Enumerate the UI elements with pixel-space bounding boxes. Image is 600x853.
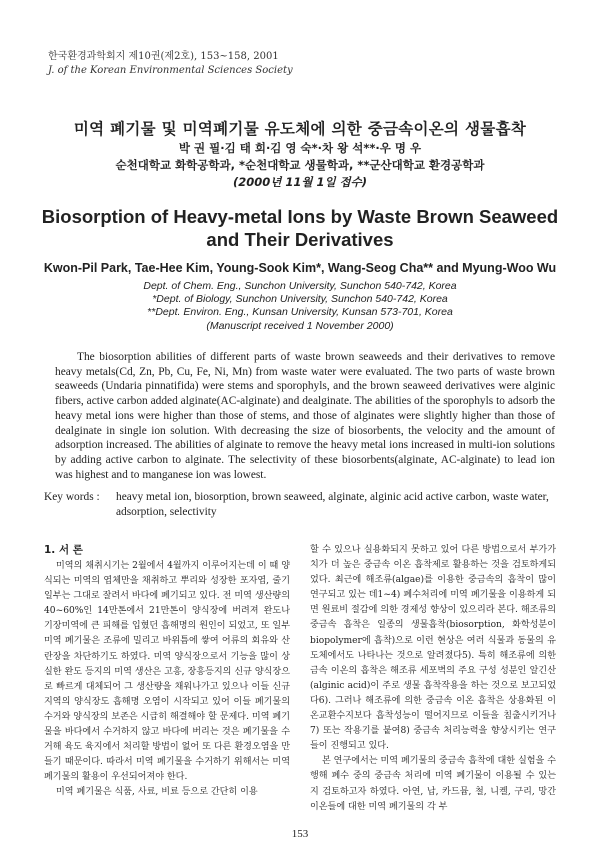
journal-korean: 한국환경과학회지 제10권(제2호), 153~158, 2001 — [48, 51, 279, 62]
abstract — [55, 350, 555, 482]
english-title: Biosorption of Heavy-metal Ions by Waste Brown Seaweed and Their Derivatives — [41, 206, 559, 250]
section-heading: 1. 서 론 — [44, 544, 83, 556]
keywords-label: Key words : — [44, 491, 100, 503]
paragraph: 미역 폐기물은 식품, 사료, 비료 등으로 간단히 이용 — [56, 787, 258, 798]
english-affiliation-3: **Dept. Environ. Eng., Kunsan University, Kunsan 573-701, Korea — [147, 306, 453, 318]
english-affiliation-2: *Dept. of Biology, Sunchon University, Sunchon 540-742, Korea — [152, 293, 448, 305]
korean-title: 미역 폐기물 및 미역폐기물 유도체에 의한 중금속이온의 생물흡착 — [73, 120, 527, 138]
paragraph: 미역의 채취시기는 2월에서 4월까지 이루어지는데 이 때 양식되는 미역의 엽체만을 채취하고 뿌리와 성장한 포자엽, 줄기 일부는 그대로 잘려서 바다에 폐기되고 있다. 전 미역 생산량의 40~60%인 14만톤에서 21만톤이 양식장에 버려져 완도나 기장미역에 큰 피해를 입혔던 흡해명의 원인이 되었고, 또 일부 미역 폐기물은 조류에 밀리고 바위틈에 쌓여 어류의 회유와 산란장을 차단하기도 하였다. 미역 양식장으로서 기능을 많이 상실한 완도 등지의 미역 생산은 고흥, 장흥등지의 신규 양식장으로 빠르게 대체되어 그 생산량을 채워나가고 있으나 이들 신규지역의 양식장도 흡해명 오염이 시작되고 있어 이들 폐기물의 수거와 양식장의 보존은 시급히 해결해야 할 문제다. 미역 폐기물을 바다에서 수거하지 않고 바다에 버리는 것은 폐기물을 수거해 육도 육지에서 처리할 방법이 없어 또 다른 환경오염을 만들기 때문이다. 따라서 미역 폐기물을 수거하기 위해서는 미역 폐기물의 활용이 우선되어져야 한다. — [44, 561, 290, 783]
korean-received-date: (2000년 11월 1일 접수) — [232, 175, 368, 189]
korean-affiliations: 순천대학교 화학공학과, *순천대학교 생물학과, **군산대학교 환경공학과 — [115, 158, 485, 172]
manuscript-received: (Manuscript received 1 November 2000) — [206, 320, 394, 332]
page-number: 153 — [291, 828, 309, 840]
english-affiliation-1: Dept. of Chem. Eng., Sunchon University, Sunchon 540-742, Korea — [143, 280, 457, 292]
paragraph: 할 수 있으나 실용화되지 못하고 있어 다른 방법으로서 부가가치가 더 높은 중금속 이온 흡착제로 활용하는 것을 검토하게되었다. 최근에 해조류(algae)를 이용한 중금속의 흡착이 많이 연구되고 있는 데1~4) 폐수처리에 미역 폐기물을 이용하게 되면 원료비 절감에 의한 경제성 향상이 있으리라 본다. 해조류의 중금속 흡착은 일종의 생물흡착(biosorption, 화학성분이 biopolymer에 흡착)으로 이런 현상은 여러 식물과 동물의 유도체에서도 나타나는 것으로 알려졌다5). 특히 해조류에 의한 금속 이온의 흡착은 해조류 세포벽의 주요 구성 성분인 알긴산(alginic acid)이 주로 생물 흡착작용을 하는 것으로 보고되었다6). 그러나 해조류에 의한 중금속 이온 흡착은 상용화된 이온교환수지보다 흡착성능이 떨어지므로 이들을 침출시키거나7) 또는 작용기를 붙여8) 중금속 처리능력을 향상시키는 연구들이 진행되고 있다. — [310, 545, 556, 752]
journal-english: J. of the Korean Environmental Sciences Society — [48, 65, 293, 76]
keywords-line-2: adsorption, selectivity — [116, 506, 217, 518]
paragraph: 본 연구에서는 미역 폐기물의 중금속 흡착에 대한 실험을 수행해 폐수 중의 중금속 처리에 미역 폐기물이 이용될 수 있는 지 검토하고자 하였다. 아연, 납, 카드뮴, 철, 니켈, 구리, 망간 이온들에 대한 미역 폐기물의 각 부 — [310, 756, 556, 812]
keywords-line-1: heavy metal ion, biosorption, brown seaweed, alginate, alginic acid active carbon, waste water, — [116, 491, 549, 503]
journal-citation — [48, 50, 293, 78]
keywords — [44, 490, 558, 520]
korean-authors: 박 권 필·김 태 희·김 영 숙*·차 왕 석**·우 명 우 — [178, 141, 422, 155]
body-column-right — [310, 543, 556, 815]
abstract-text: The biosorption abilities of different parts of waste brown seaweeds and their derivatives to remove heavy metals(Cd, Zn, Pb, Cu, Fe, Ni, Mn) from waste water were evaluated. The two parts of waste brown seaweeds (Undaria pinnatifida) were stems and sporophyls, and the brown seaweed derivatives were alginic fibers, active carbon added alginate(AC-alginate) and dealginate. The abilities of the sporophyls to adsorb the heavy metal ions were higher than those of stems, and those of alginates were slightly higher than those of dealginate in single ion solution. With decreasing the size of biosorbents, the velocity and the amount of adsorption increased. The abilities of alginate to remove the heavy metal ions increased in multi-ion solutions by adding active carbon to alginate. The selectivity of these biosorbents(alginate, AC-alginate) to lead ion was highest and to manganese ion was lowest. — [55, 351, 555, 481]
english-authors: Kwon-Pil Park, Tae-Hee Kim, Young-Sook Kim*, Wang-Seog Cha** and Myung-Woo Wu — [43, 261, 557, 275]
body-column-left — [44, 543, 290, 801]
